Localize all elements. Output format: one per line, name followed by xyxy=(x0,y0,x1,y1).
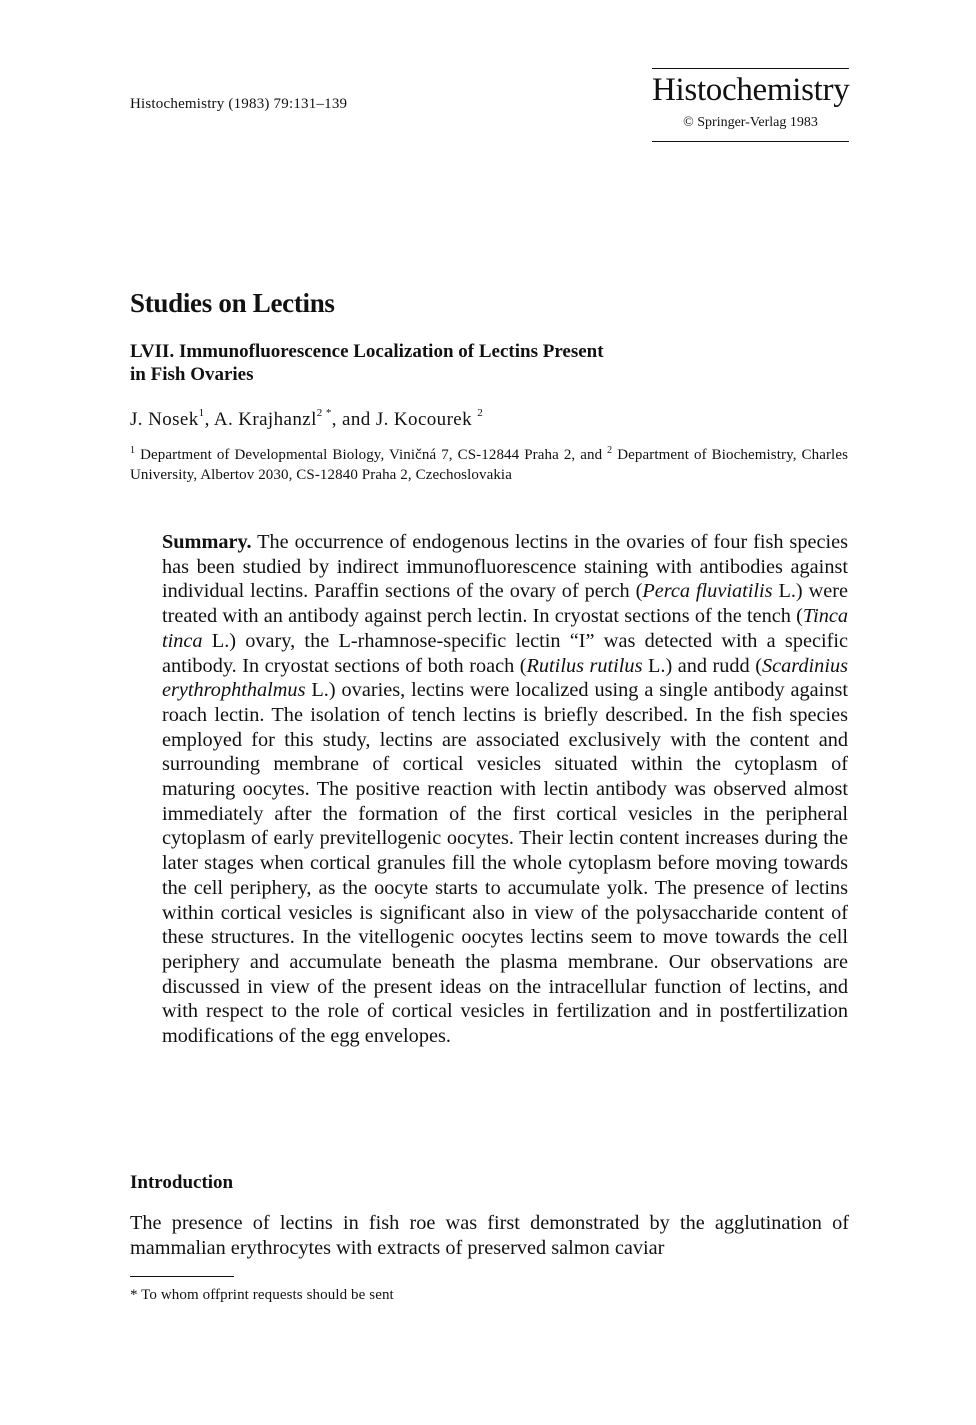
species-roach: Rutilus rutilus xyxy=(526,654,643,677)
journal-citation: Histochemistry (1983) 79:131–139 xyxy=(130,96,348,112)
affiliations xyxy=(130,441,848,485)
species-perch: Perca fluviatilis xyxy=(642,580,773,603)
introduction-paragraph: The presence of lectins in fish roe was first demonstrated by the agglutination of mammalian erythrocytes with extracts of preserved salmon caviar xyxy=(130,1212,849,1259)
publisher-copyright: © Springer-Verlag 1983 xyxy=(683,115,818,130)
author-3: J. Kocourek xyxy=(375,409,473,430)
species-rudd: Scardinius erythrophthalmus xyxy=(162,654,848,702)
author-2-affiliation-mark: 2 * xyxy=(316,407,332,419)
affiliation-2: Department of Biochemistry, Charles University, Albertov 2030, CS-12840 Praha 2, Czechoslovakia xyxy=(130,447,849,483)
article-subtitle xyxy=(130,340,770,386)
subtitle-line-2: in Fish Ovaries xyxy=(130,364,254,385)
subtitle-line-1: LVII. Immunofluorescence Localization of Lectins Present xyxy=(130,341,604,362)
species-tench: Tinca tinca xyxy=(162,605,848,652)
journal-masthead xyxy=(652,68,849,142)
footnote-divider xyxy=(130,1276,234,1277)
author-1-affiliation-mark: 1 xyxy=(198,407,205,419)
affiliation-1: Department of Developmental Biology, Viničná 7, CS-12844 Praha 2, and xyxy=(140,447,603,463)
author-1: J. Nosek xyxy=(130,409,199,430)
summary-paragraph: Summary. The occurrence of endogenous lectins in the ovaries of four fish species has been studied by indirect immunofluorescence staining with antibodies against individual lectins. Paraffin sections of the ovary of perch (Perca fluviatilis L.) were treated with an antibody against perch lectin. In cryostat sections of the tench (Tinca tinca L.) ovary, the L-rhamnose-specific lectin “I” was detected with a specific antibody. In cryostat sections of both roach (Rutilus rutilus L.) and rudd (Scardinius erythrophthalmus L.) ovaries, lectins were localized using a single antibody against roach lectin. The isolation of tench lectins is briefly described. In the fish species employed for this study, lectins are associated exclusively with the content and surrounding membrane of cortical vesicles situated within the cytoplasm of maturing oocytes. The positive reaction with lectin antibody was observed almost immediately after the formation of the first cortical vesicles in the peripheral cytoplasm of early previtellogenic oocytes. Their lectin content increases during the later stages when cortical granules fill the whole cytoplasm before moving towards the cell periphery, as the oocyte starts to accumulate yolk. The presence of lectins within cortical vesicles is significant also in view of the polysaccharide content of these structures. In the vitellogenic oocytes lectins seem to move towards the cell periphery and accumulate beneath the plasma membrane. Our observations are discussed in view of the present ideas on the intracellular function of lectins, and with respect to the role of cortical vesicles in fertilization and in postfertilization modifications of the egg envelopes. xyxy=(162,531,848,1048)
article-title: Studies on Lectins xyxy=(130,288,335,318)
masthead-bottom-rule xyxy=(652,141,849,142)
author-2: A. Krajhanzl xyxy=(213,409,317,430)
affiliation-mark-1: 1 xyxy=(130,445,136,456)
footnote: * To whom offprint requests should be sent xyxy=(130,1287,394,1303)
summary-label: Summary. xyxy=(162,531,252,553)
journal-name: Histochemistry xyxy=(652,72,850,108)
section-heading-introduction: Introduction xyxy=(130,1172,234,1193)
affiliation-mark-2: 2 xyxy=(607,445,613,456)
author-3-affiliation-mark: 2 xyxy=(477,407,484,419)
author-list: J. Nosek$^1$, A. Krajhanzl$^{2 *}$, and J. Kocourek $^2$ xyxy=(130,407,484,430)
author-connector: , and xyxy=(331,409,376,430)
